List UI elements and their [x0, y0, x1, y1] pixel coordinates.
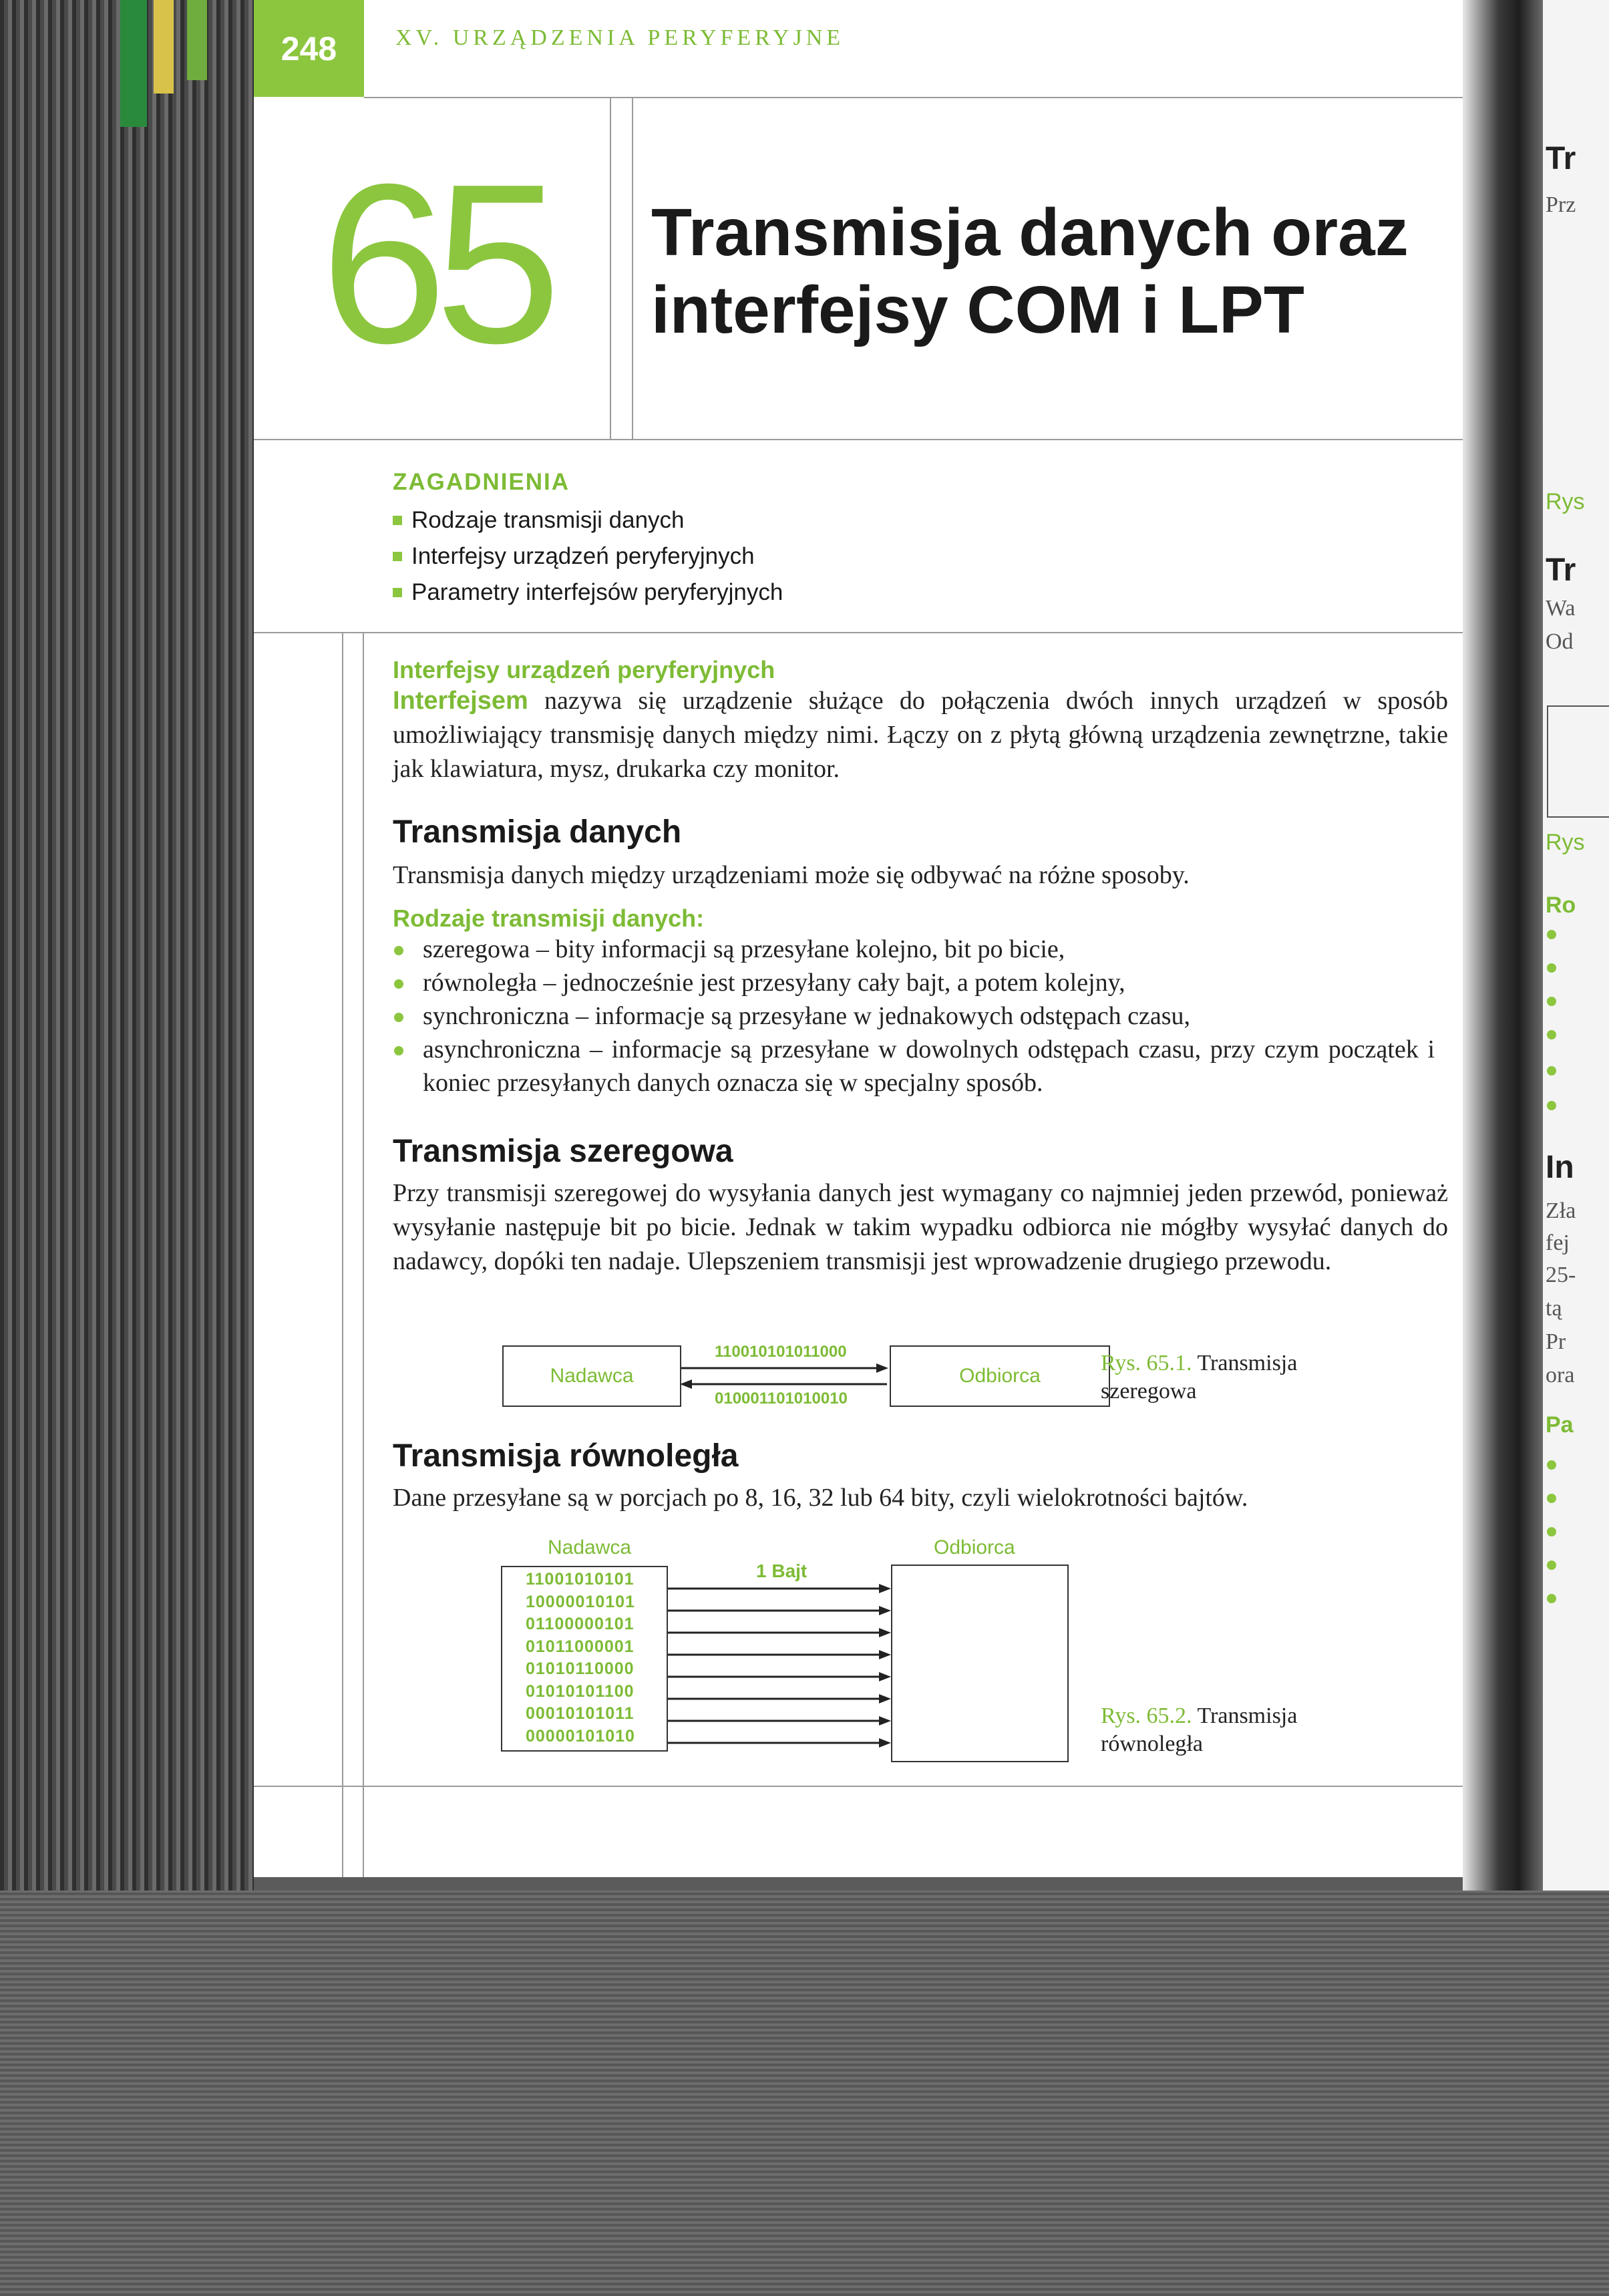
scanner-edge-left: [0, 0, 254, 1924]
topics-heading: ZAGADNIENIA: [393, 469, 570, 495]
bullet-dot-icon: [394, 979, 403, 989]
bullet-dot-icon: [1547, 1066, 1556, 1076]
chapter-title: [651, 194, 1473, 349]
highlighted-term: Interfejsem: [393, 687, 528, 715]
book-page: [254, 0, 1469, 1877]
section-transmission: [393, 814, 1578, 1100]
bullet-dot-icon: [1547, 930, 1556, 939]
list-item: synchroniczna – informacje są przesyłane w jednakowych odstępach czasu,: [393, 999, 1435, 1033]
sender-box: Nadawca: [502, 1345, 681, 1407]
section-parallel: [393, 1438, 1578, 1515]
topics-list: [393, 502, 783, 611]
paragraph: Interfejsem nazywa się urządzenie służące do połączenia dwóch innych urządzeń w sposób umożliwiający transmisję danych między nimi. Łączy on z płytą główną urządzenia zewnętrzne, takie jak klawiatura, mysz, drukarka czy monitor.: [393, 687, 1448, 783]
next-page-fragment: Od: [1546, 629, 1574, 654]
types-list: [393, 933, 1435, 1100]
bullet-dot-icon: [1547, 1101, 1556, 1110]
figure-caption: Rys. 65.1. Transmisja szeregowa: [1101, 1351, 1298, 1404]
paragraph: Przy transmisji szeregowej do wysyłania danych jest wymagany co najmniej jeden przewód, ponieważ wysyłanie następuje bit po bicie. Jednak w takim wypadku odbiorca nie mógłby wysyłać danych do nadawcy, dopóki ten nadaje. Ulepszeniem transmisji jest wprowadzenie drugiego przewodu.: [393, 1179, 1448, 1275]
square-bullet-icon: [393, 516, 402, 525]
bullet-dot-icon: [1547, 1527, 1556, 1536]
bullet-dot-icon: [394, 1013, 403, 1022]
bits-forward: 110010101011000: [715, 1343, 847, 1361]
list-item: Parametry interfejsów peryferyjnych: [393, 575, 783, 611]
bullet-dot-icon: [1547, 1561, 1556, 1570]
figure-number: Rys. 65.1.: [1101, 1351, 1192, 1375]
next-page-fragment: fej: [1546, 1231, 1570, 1255]
paragraph: Dane przesyłane są w porcjach po 8, 16, 32 lub 64 bity, czyli wielokrotności bajtów.: [393, 1484, 1248, 1512]
title-divider-2: [632, 97, 633, 439]
next-page-edge: [1543, 0, 1609, 1891]
figure-number: Rys. 65.2.: [1101, 1703, 1192, 1728]
next-page-fragment: Pa: [1546, 1412, 1574, 1438]
next-page-fragment: In: [1546, 1150, 1574, 1185]
title-divider-1: [610, 97, 611, 439]
next-page-fragment: Rys: [1546, 489, 1585, 514]
next-page-fragment: Wa: [1546, 596, 1576, 621]
types-heading: Rodzaje transmisji danych:: [393, 905, 705, 932]
page-number: 248: [254, 0, 364, 97]
list-item: Rodzaje transmisji danych: [393, 502, 783, 538]
bullet-dot-icon: [1547, 1494, 1556, 1503]
list-item: Interfejsy urządzeń peryferyjnych: [393, 538, 783, 575]
next-page-fragment: Ro: [1546, 892, 1576, 918]
section-serial: [393, 1133, 1578, 1279]
next-page-fragment: ora: [1546, 1363, 1575, 1387]
next-page-fragment: Prz: [1546, 192, 1576, 217]
list-item: szeregowa – bity informacji są przesyłane kolejno, bit po bicie,: [393, 933, 1435, 966]
bullet-dot-icon: [1547, 997, 1556, 1006]
next-page-fragment: Zła: [1546, 1198, 1576, 1223]
content-margin-line-2: [363, 632, 364, 1877]
section-interfaces: [393, 656, 1578, 786]
next-page-fragment: tą: [1546, 1296, 1562, 1321]
bullet-dot-icon: [394, 946, 403, 955]
receiver-label: Odbiorca: [934, 1536, 1015, 1559]
byte-label: 1 Bajt: [756, 1561, 808, 1581]
chapter-number: 65: [321, 137, 550, 391]
paragraph: Transmisja danych między urządzeniami może się odbywać na różne sposoby.: [393, 861, 1190, 889]
figure-caption: Rys. 65.2. Transmisja równoległa: [1101, 1703, 1298, 1756]
next-page-fragment: Rys: [1546, 830, 1585, 855]
receiver-box: Odbiorca: [890, 1345, 1110, 1407]
bit-rows: 11001010101 10000010101 01100000101 01011000001 01010110000 01010101100 00010101011 00000101010: [526, 1570, 635, 1746]
bullet-dot-icon: [1547, 1594, 1556, 1603]
bullet-dot-icon: [394, 1046, 403, 1055]
bullet-dot-icon: [1547, 963, 1556, 973]
square-bullet-icon: [393, 552, 402, 561]
next-page-fragment: Tr: [1546, 552, 1576, 588]
receiver-box: [891, 1565, 1069, 1762]
section-heading: Transmisja równoległa: [393, 1438, 739, 1474]
section-heading: Transmisja szeregowa: [393, 1134, 733, 1169]
chapter-title-line-1: Transmisja danych oraz: [651, 195, 1409, 270]
next-page-fragment: 25-: [1546, 1263, 1576, 1287]
bullet-dot-icon: [1547, 1030, 1556, 1039]
square-bullet-icon: [393, 588, 402, 597]
book-gutter: [1463, 0, 1543, 1891]
section-subheading: Interfejsy urządzeń peryferyjnych: [393, 656, 775, 683]
title-rule: [254, 439, 1469, 440]
bottom-rule: [254, 1786, 1469, 1787]
parallel-arrows-icon: [668, 1577, 895, 1750]
next-page-fragment: Pr: [1546, 1329, 1566, 1354]
list-item: asynchroniczna – informacje są przesyłane w dowolnych odstępach czasu, przy czym początek i koniec przesyłanych danych oznacza się w specjalny sposób.: [393, 1033, 1435, 1100]
bullet-dot-icon: [1547, 1460, 1556, 1470]
content-margin-line-1: [342, 632, 343, 1877]
scanner-edge-bottom: [0, 1891, 1609, 2296]
topics-rule: [254, 632, 1469, 633]
section-heading: Transmisja danych: [393, 814, 682, 850]
chapter-title-line-2: interfejsy COM i LPT: [651, 273, 1304, 347]
next-page-box: [1547, 705, 1609, 818]
list-item: równoległa – jednocześnie jest przesyłany cały bajt, a potem kolejny,: [393, 966, 1435, 999]
header-rule: [364, 97, 1469, 98]
running-head: XV. URZĄDZENIA PERYFERYJNE: [395, 25, 845, 50]
sender-label: Nadawca: [548, 1536, 632, 1559]
bits-back: 010001101010010: [715, 1389, 848, 1408]
next-page-fragment: Tr: [1546, 141, 1576, 176]
